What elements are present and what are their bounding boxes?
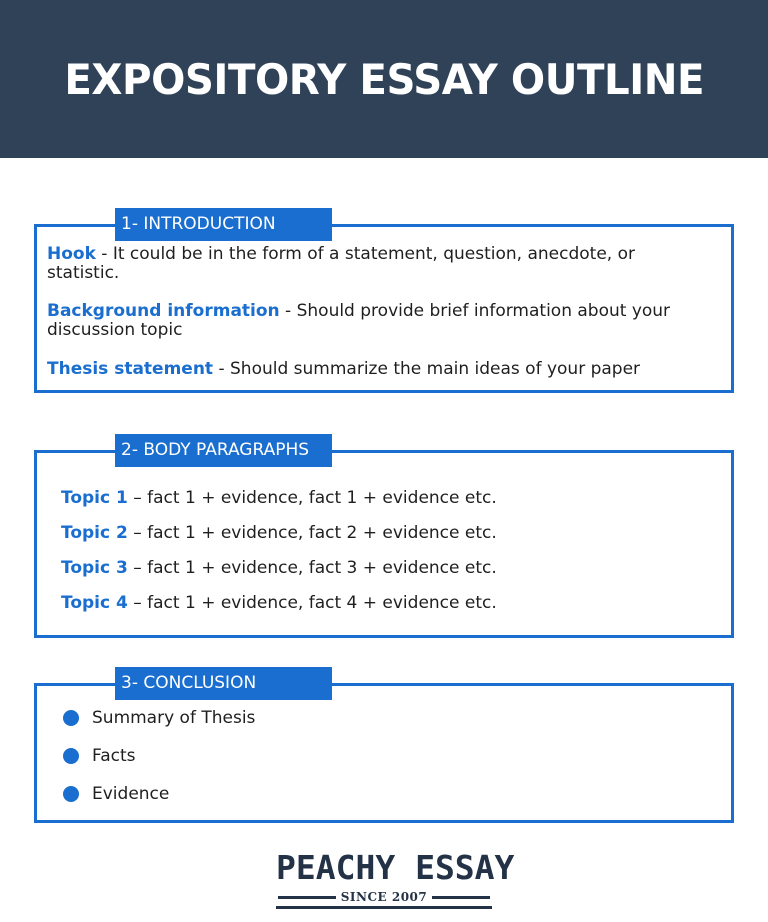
topic-term: Topic 4 — [61, 593, 128, 613]
conclusion-item: Facts — [92, 746, 136, 766]
logo-name: PEACHY ESSAY — [276, 848, 515, 887]
logo-rule-bottom — [276, 906, 492, 909]
intro-term: Hook — [47, 244, 96, 264]
introduction-label: 1- INTRODUCTION — [115, 208, 332, 241]
topic-row — [61, 593, 497, 613]
body-paragraphs-section — [34, 440, 734, 638]
topic-term: Topic 3 — [61, 558, 128, 578]
logo-since: SINCE 2007 — [340, 890, 428, 904]
header-banner — [0, 0, 768, 158]
topic-text: – fact 1 + evidence, fact 2 + evidence etc. — [127, 523, 497, 543]
list-item — [63, 746, 136, 766]
conclusion-item: Evidence — [92, 784, 170, 804]
intro-item-thesis — [47, 360, 691, 379]
intro-text: - Should provide brief information about your discussion topic — [47, 301, 671, 340]
intro-term: Background information — [47, 301, 280, 321]
introduction-section — [34, 214, 734, 393]
bullet-icon — [63, 748, 79, 764]
intro-item-background — [47, 302, 691, 340]
intro-text: - It could be in the form of a statement, question, anecdote, or statistic. — [47, 244, 635, 283]
conclusion-item: Summary of Thesis — [92, 708, 256, 728]
intro-item-hook — [47, 245, 691, 283]
topic-text: – fact 1 + evidence, fact 3 + evidence etc. — [127, 558, 497, 578]
list-item — [63, 784, 169, 804]
intro-text: - Should summarize the main ideas of your paper — [213, 359, 641, 379]
topic-term: Topic 2 — [61, 523, 128, 543]
topic-text: – fact 1 + evidence, fact 4 + evidence etc. — [127, 593, 497, 613]
topic-row — [61, 558, 497, 578]
topic-row — [61, 523, 497, 543]
bullet-icon — [63, 710, 79, 726]
topic-row — [61, 488, 497, 508]
bullet-icon — [63, 786, 79, 802]
page-title: EXPOSITORY ESSAY OUTLINE — [64, 54, 704, 104]
logo-rule-right — [432, 896, 490, 899]
peachy-essay-logo — [276, 848, 515, 910]
topic-term: Topic 1 — [61, 488, 128, 508]
conclusion-label: 3- CONCLUSION — [115, 667, 332, 700]
conclusion-section — [34, 673, 734, 823]
list-item — [63, 708, 255, 728]
intro-term: Thesis statement — [47, 359, 214, 379]
body-paragraphs-label: 2- BODY PARAGRAPHS — [115, 434, 332, 467]
topic-text: – fact 1 + evidence, fact 1 + evidence etc. — [127, 488, 497, 508]
